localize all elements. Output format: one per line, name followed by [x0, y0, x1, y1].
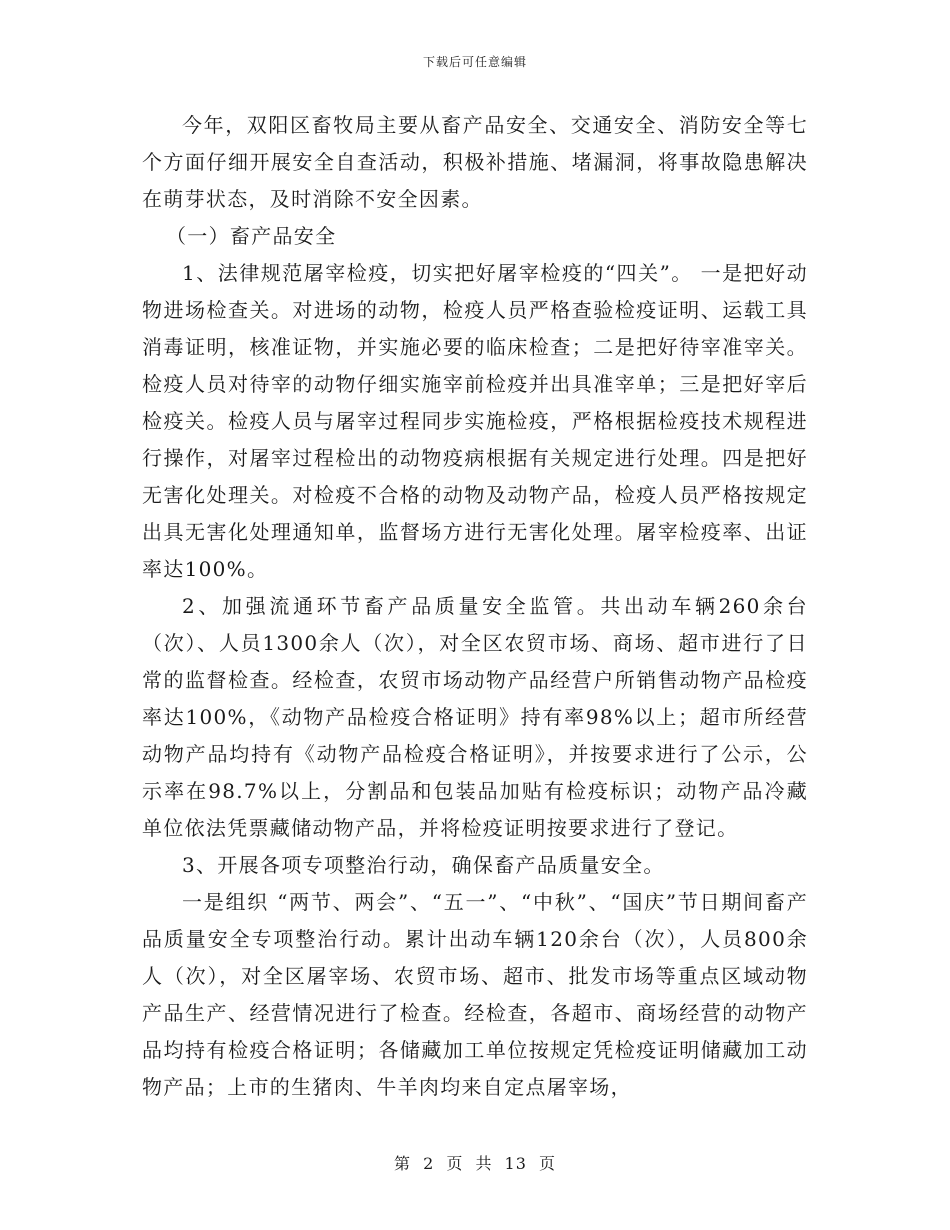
- document-body: [142, 107, 808, 1106]
- paragraph-circulation-supervision: 2、加强流通环节畜产品质量安全监管。共出动车辆260余台（次）、人员1300余人（次），对全区农贸市场、商场、超市进行了日常的监督检查。经检查，农贸市场动物产品经营户所销售动物产品检疫率达100%，《动物产品检疫合格证明》持有率98%以上；超市所经营动物产品均持有《动物产品检疫合格证明》，并按要求进行了公示，公示率在98.7%以上，分割品和包装品加贴有检疫标识；动物产品冷藏单位依法凭票藏储动物产品，并将检疫证明按要求进行了登记。: [142, 594, 808, 840]
- paragraph-intro: 今年，双阳区畜牧局主要从畜产品安全、交通安全、消防安全等七个方面仔细开展安全自查活动，积极补措施、堵漏洞，将事故隐患解决在萌芽状态，及时消除不安全因素。: [142, 113, 808, 211]
- paragraph-special-action-title: 3、开展各项专项整治行动，确保畜产品质量安全。: [182, 853, 665, 877]
- page-number: 第 2 页 共 13 页: [394, 1154, 556, 1173]
- paragraph-holiday-action: 一是组织 “两节、两会”、“五一”、“中秋”、“国庆”节日期间畜产品质量安全专项整治行动。累计出动车辆120余台（次），人员800余人（次），对全区屠宰场、农贸市场、超市、批发市场等重点区域动物产品生产、经营情况进行了检查。经检查，各超市、商场经营的动物产品均持有检疫合格证明；各储藏加工单位按规定凭检疫证明储藏加工动物产品；上市的生猪肉、牛羊肉均来自定点屠宰场，: [142, 890, 808, 1099]
- section-heading: （一）畜产品安全: [166, 224, 337, 248]
- page-header-note: 下载后可任意编辑: [422, 55, 527, 69]
- paragraph-slaughter-inspection: 1、法律规范屠宰检疫，切实把好屠宰检疫的“四关”。 一是把好动物进场检查关。对进场的动物，检疫人员严格查验检疫证明、运载工具消毒证明，核准证物，并实施必要的临床检查；二是把好待宰准宰关。检疫人员对待宰的动物仔细实施宰前检疫并出具准宰单；三是把好宰后检疫关。检疫人员与屠宰过程同步实施检疫，严格根据检疫技术规程进行操作，对屠宰过程检出的动物疫病根据有关规定进行处理。四是把好无害化处理关。对检疫不合格的动物及动物产品，检疫人员严格按规定出具无害化处理通知单，监督场方进行无害化处理。屠宰检疫率、出证率达100%。: [142, 261, 808, 581]
